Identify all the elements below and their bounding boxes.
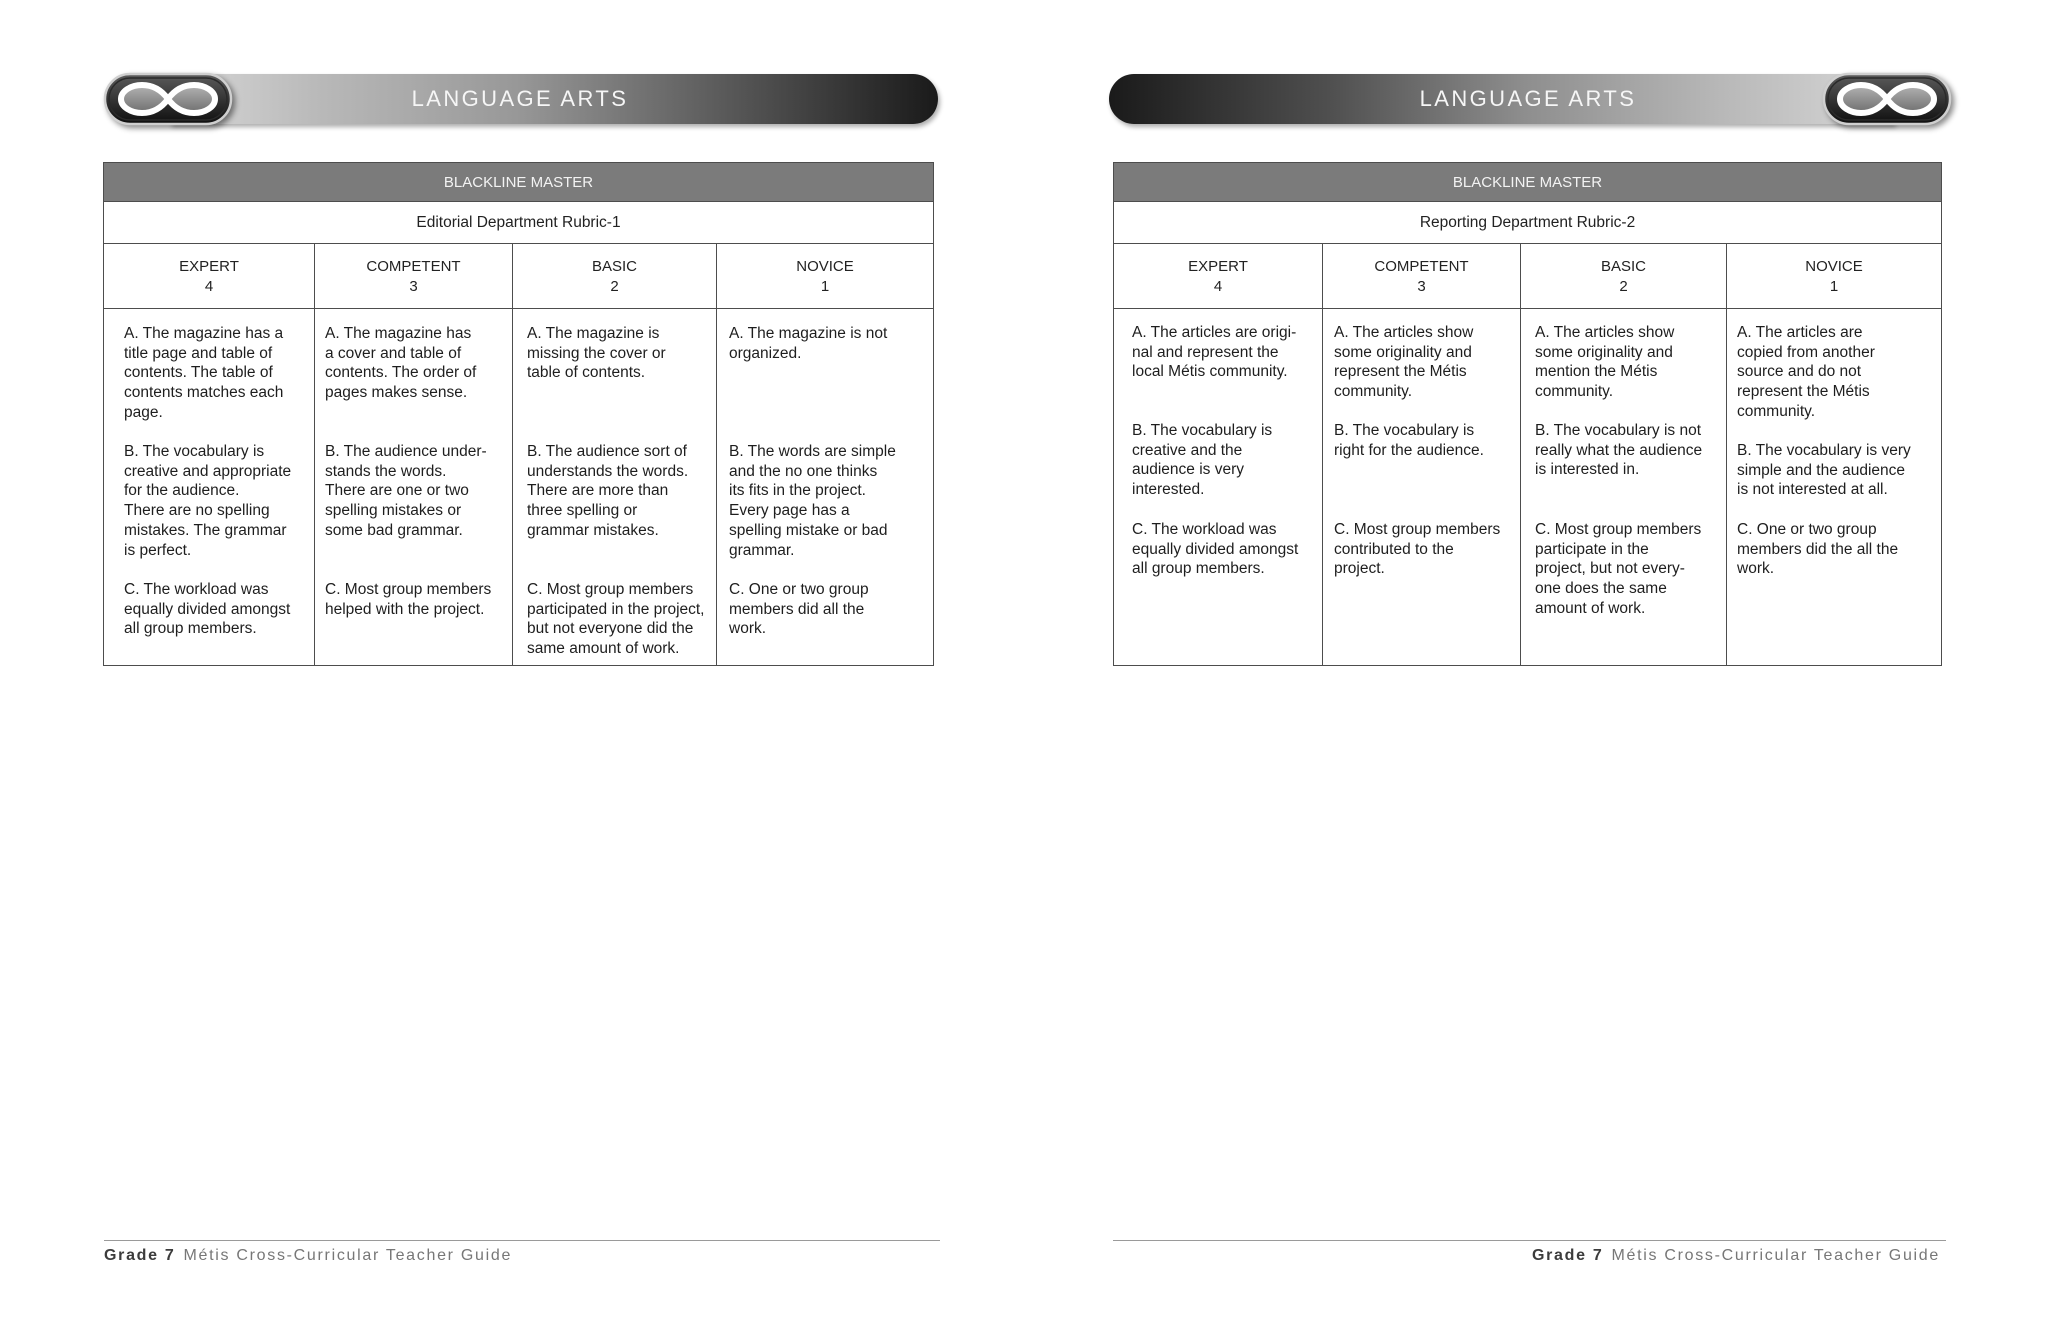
criteria-cell-basic bbox=[1521, 309, 1727, 665]
criterion-a: A. The magazine is missing the cover or table of contents. bbox=[527, 325, 666, 382]
criteria-cell-expert bbox=[104, 309, 315, 665]
criterion-a: A. The magazine has a cover and table of contents. The order of pages makes sense. bbox=[325, 325, 477, 402]
criterion-b: B. The vocabulary is very simple and the audience is not interested at all. bbox=[1737, 442, 1911, 499]
criterion-b: B. The words are simple and the no one thinks its fits in the project. Every page has a spelling mistake or bad grammar. bbox=[729, 443, 896, 559]
criterion-b: B. The vocabulary is creative and appropriate for the audience. There are no spelling mistakes. The grammar is perfect. bbox=[124, 443, 292, 559]
level-score: 3 bbox=[409, 278, 418, 295]
level-label: COMPETENT bbox=[366, 258, 461, 275]
criteria-cell-novice bbox=[1727, 309, 1941, 665]
criterion-a: A. The articles are origi- nal and represent the local Métis community. bbox=[1132, 324, 1297, 381]
criteria-cell-competent bbox=[1323, 309, 1521, 665]
criterion-b: B. The vocabulary is creative and the audience is very interested. bbox=[1132, 422, 1273, 499]
footer-rule bbox=[1113, 1240, 1946, 1241]
criteria-cell-expert bbox=[1114, 309, 1323, 665]
infinity-logo-icon bbox=[102, 71, 234, 127]
level-score: 1 bbox=[820, 278, 830, 295]
criterion-b: B. The audience under- stands the words. There are one or two spelling mistakes or some bad grammar. bbox=[325, 443, 487, 539]
criterion-a: A. The articles show some originality and represent the Métis community. bbox=[1334, 324, 1474, 401]
table-body-row bbox=[104, 309, 933, 665]
table-body-row bbox=[1114, 309, 1941, 665]
footer-rule bbox=[104, 1240, 940, 1241]
column-header-competent bbox=[1323, 244, 1521, 308]
footer-guide-title: Métis Cross-Curricular Teacher Guide bbox=[183, 1247, 513, 1264]
criterion-c: C. Most group members participate in the project, but not every- one does the same amount of work. bbox=[1535, 521, 1702, 617]
column-header-novice bbox=[717, 244, 933, 308]
level-label: NOVICE bbox=[796, 258, 854, 275]
criterion-a: A. The articles show some originality and mention the Métis community. bbox=[1535, 324, 1675, 401]
column-header-competent bbox=[315, 244, 513, 308]
footer-guide-title: Métis Cross-Curricular Teacher Guide bbox=[1611, 1247, 1940, 1264]
table-header-row bbox=[104, 244, 933, 309]
level-label: COMPETENT bbox=[1374, 258, 1469, 275]
criterion-c: C. One or two group members did the all the work. bbox=[1737, 521, 1899, 578]
criterion-c: C. One or two group members did all the work. bbox=[729, 581, 869, 638]
criteria-cell-novice bbox=[717, 309, 933, 665]
level-score: 1 bbox=[1829, 278, 1839, 295]
criterion-b: B. The audience sort of understands the words. There are more than three spelling or grammar mistakes. bbox=[527, 443, 689, 539]
level-score: 4 bbox=[1213, 278, 1223, 295]
criterion-b: B. The vocabulary is right for the audience. bbox=[1334, 422, 1484, 459]
right-page bbox=[1024, 0, 2048, 1336]
column-header-basic bbox=[1521, 244, 1727, 308]
table-title: Reporting Department Rubric-2 bbox=[1114, 202, 1941, 244]
table-header-row bbox=[1114, 244, 1941, 309]
column-header-expert bbox=[104, 244, 315, 308]
level-score: 3 bbox=[1417, 278, 1426, 295]
level-label: BASIC bbox=[1600, 258, 1646, 275]
level-label: EXPERT bbox=[1188, 258, 1248, 275]
column-header-expert bbox=[1114, 244, 1323, 308]
criterion-a: A. The magazine is not organized. bbox=[729, 325, 888, 362]
criterion-c: C. Most group members helped with the project. bbox=[325, 581, 492, 618]
criterion-c: C. Most group members participated in the project, but not everyone did the same amount of work. bbox=[527, 581, 705, 658]
table-title: Editorial Department Rubric-1 bbox=[104, 202, 933, 244]
level-score: 4 bbox=[204, 278, 214, 295]
page-footer bbox=[104, 1246, 512, 1266]
criterion-b: B. The vocabulary is not really what the audience is interested in. bbox=[1535, 422, 1703, 479]
criterion-c: C. The workload was equally divided amongst all group members. bbox=[1132, 521, 1299, 578]
criteria-cell-basic bbox=[513, 309, 717, 665]
level-score: 2 bbox=[1619, 278, 1628, 295]
level-label: NOVICE bbox=[1805, 258, 1863, 275]
criteria-cell-competent bbox=[315, 309, 513, 665]
criterion-a: A. The magazine has a title page and table of contents. The table of contents matches each page. bbox=[124, 325, 284, 421]
footer-grade: Grade 7 bbox=[1531, 1247, 1604, 1264]
level-score: 2 bbox=[610, 278, 619, 295]
section-title: LANGUAGE ARTS bbox=[411, 86, 629, 111]
rubric-table bbox=[1113, 162, 1942, 666]
column-header-basic bbox=[513, 244, 717, 308]
criterion-c: C. Most group members contributed to the project. bbox=[1334, 521, 1501, 578]
footer-grade: Grade 7 bbox=[104, 1247, 176, 1264]
criterion-c: C. The workload was equally divided amongst all group members. bbox=[124, 581, 291, 638]
level-label: EXPERT bbox=[179, 258, 239, 275]
rubric-table bbox=[103, 162, 934, 666]
table-banner: BLACKLINE MASTER bbox=[1114, 163, 1941, 202]
infinity-logo-icon bbox=[1819, 71, 1955, 127]
page-footer bbox=[1532, 1246, 1940, 1266]
column-header-novice bbox=[1727, 244, 1941, 308]
criterion-a: A. The articles are copied from another source and do not represent the Métis community. bbox=[1737, 324, 1875, 420]
table-banner: BLACKLINE MASTER bbox=[104, 163, 933, 202]
level-label: BASIC bbox=[591, 258, 637, 275]
section-title: LANGUAGE ARTS bbox=[1419, 86, 1637, 111]
